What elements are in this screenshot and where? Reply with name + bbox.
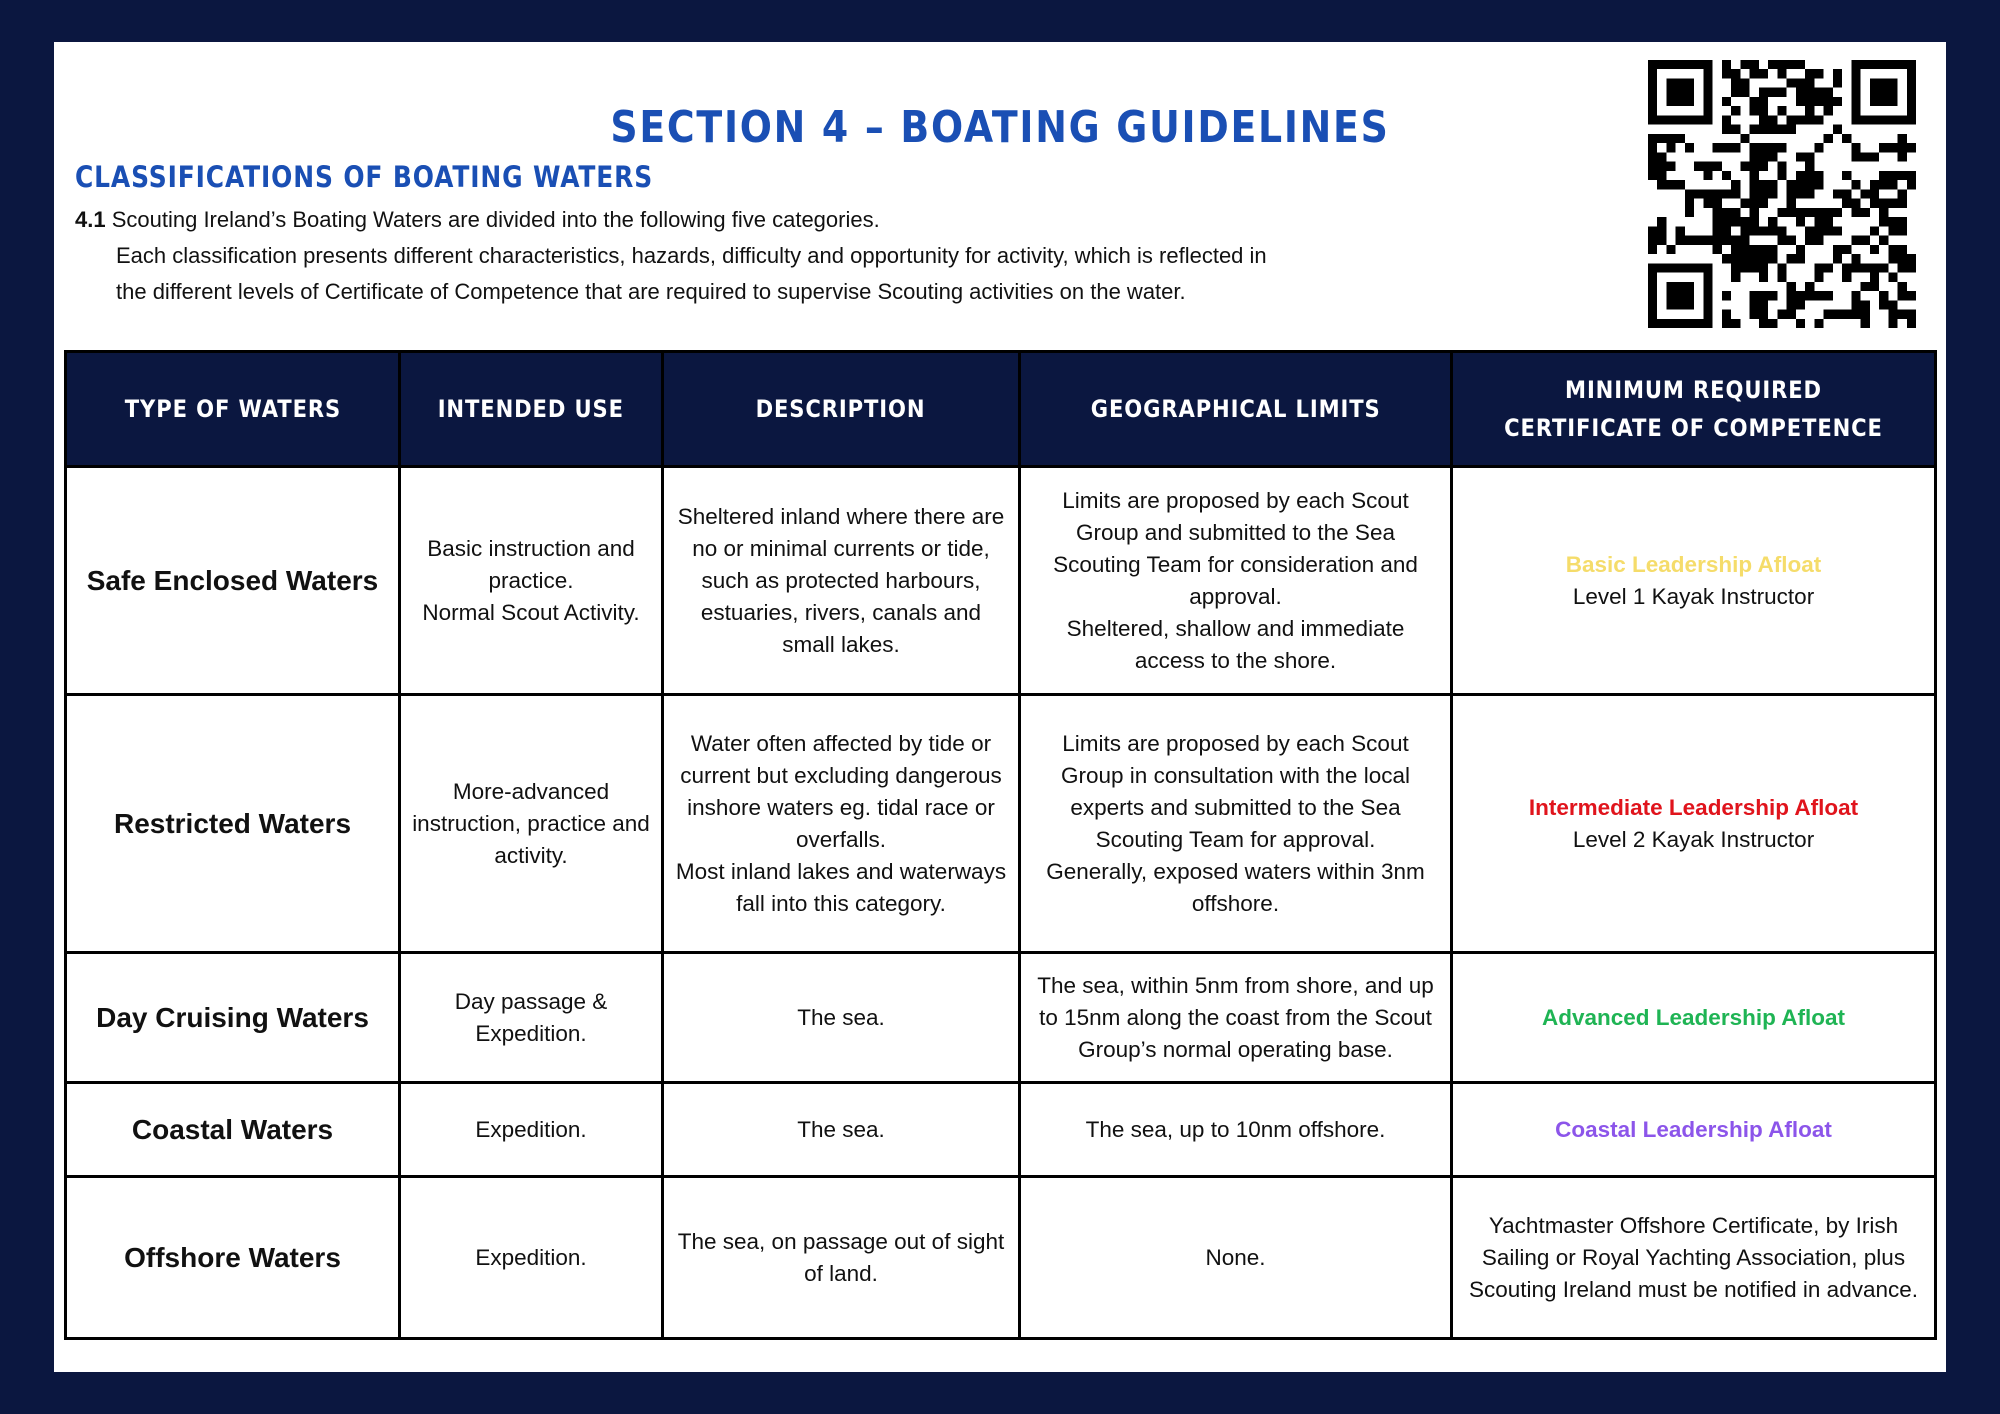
- header-geographical-limits: GEOGRAPHICAL LIMITS: [1020, 352, 1452, 467]
- description-cell: The sea.: [663, 953, 1020, 1083]
- intended-use-cell: Expedition.: [400, 1083, 663, 1177]
- certificate-note: Yachtmaster Offshore Certificate, by Irish Sailing or Royal Yachting Association, plus Scouting Ireland must be notified in advance.: [1468, 1212, 1919, 1302]
- certificate-level: Basic Leadership Afloat: [1565, 551, 1822, 577]
- certificate-cell: [1452, 695, 1936, 953]
- intended-use-cell: Basic instruction and practice. Normal Scout Activity.: [400, 467, 663, 695]
- boating-waters-table: [64, 350, 1937, 1340]
- description-cell: The sea, on passage out of sight of land.: [663, 1177, 1020, 1339]
- limits-cell: Limits are proposed by each Scout Group and submitted to the Sea Scouting Team for consideration and approval. Sheltered, shallow and immediate access to the shore.: [1020, 467, 1452, 695]
- table-row: [66, 1177, 1936, 1339]
- description-cell: The sea.: [663, 1083, 1020, 1177]
- limits-cell: The sea, up to 10nm offshore.: [1020, 1083, 1452, 1177]
- certificate-cell: [1452, 953, 1936, 1083]
- intro-line-1: Scouting Ireland’s Boating Waters are divided into the following five categories.: [111, 207, 880, 232]
- limits-cell: The sea, within 5nm from shore, and up to 15nm along the coast from the Scout Group’s normal operating base.: [1020, 953, 1452, 1083]
- header-intended-use: INTENDED USE: [400, 352, 663, 467]
- qr-code-icon[interactable]: [1648, 60, 1916, 328]
- water-type-cell: Coastal Waters: [66, 1083, 400, 1177]
- intro-line-2: Each classification presents different characteristics, hazards, difficulty and opportunity for activity, which is reflected in: [116, 243, 1267, 268]
- certificate-cell: [1452, 1177, 1936, 1339]
- certificate-cell: [1452, 467, 1936, 695]
- water-type-cell: Safe Enclosed Waters: [66, 467, 400, 695]
- table-header-row: [66, 352, 1936, 467]
- table-row: [66, 695, 1936, 953]
- certificate-level: Coastal Leadership Afloat: [1555, 1116, 1832, 1142]
- page-sheet: [54, 42, 1946, 1372]
- intended-use-cell: Expedition.: [400, 1177, 663, 1339]
- table-row: [66, 467, 1936, 695]
- page-title: SECTION 4 – BOATING GUIDELINES: [610, 102, 1390, 153]
- description-cell: Sheltered inland where there are no or minimal currents or tide, such as protected harbours, estuaries, rivers, canals and small lakes.: [663, 467, 1020, 695]
- section-subtitle: CLASSIFICATIONS OF BOATING WATERS: [75, 160, 654, 194]
- intended-use-cell: More-advanced instruction, practice and activity.: [400, 695, 663, 953]
- certificate-level: Intermediate Leadership Afloat: [1528, 794, 1859, 820]
- table-row: [66, 953, 1936, 1083]
- intended-use-cell: Day passage & Expedition.: [400, 953, 663, 1083]
- limits-cell: None.: [1020, 1177, 1452, 1339]
- header-minimum-certificate: MINIMUM REQUIRED CERTIFICATE OF COMPETENCE: [1452, 352, 1936, 467]
- water-type-cell: Day Cruising Waters: [66, 953, 400, 1083]
- certificate-note: Level 2 Kayak Instructor: [1572, 826, 1815, 852]
- table-row: [66, 1083, 1936, 1177]
- water-type-cell: Offshore Waters: [66, 1177, 400, 1339]
- header-type-of-waters: TYPE OF WATERS: [66, 352, 400, 467]
- certificate-note: Level 1 Kayak Instructor: [1572, 583, 1815, 609]
- limits-cell: Limits are proposed by each Scout Group in consultation with the local experts and submitted to the Sea Scouting Team for approval. Generally, exposed waters within 3nm offshore.: [1020, 695, 1452, 953]
- header-description: DESCRIPTION: [663, 352, 1020, 467]
- description-cell: Water often affected by tide or current but excluding dangerous inshore waters eg. tidal race or overfalls. Most inland lakes and waterways fall into this category.: [663, 695, 1020, 953]
- certificate-cell: [1452, 1083, 1936, 1177]
- clause-number: 4.1: [75, 207, 106, 232]
- certificate-level: Advanced Leadership Afloat: [1542, 1004, 1845, 1030]
- intro-paragraph: [75, 202, 1495, 310]
- water-type-cell: Restricted Waters: [66, 695, 400, 953]
- intro-line-3: the different levels of Certificate of Competence that are required to supervise Scouting activities on the water.: [116, 279, 1186, 304]
